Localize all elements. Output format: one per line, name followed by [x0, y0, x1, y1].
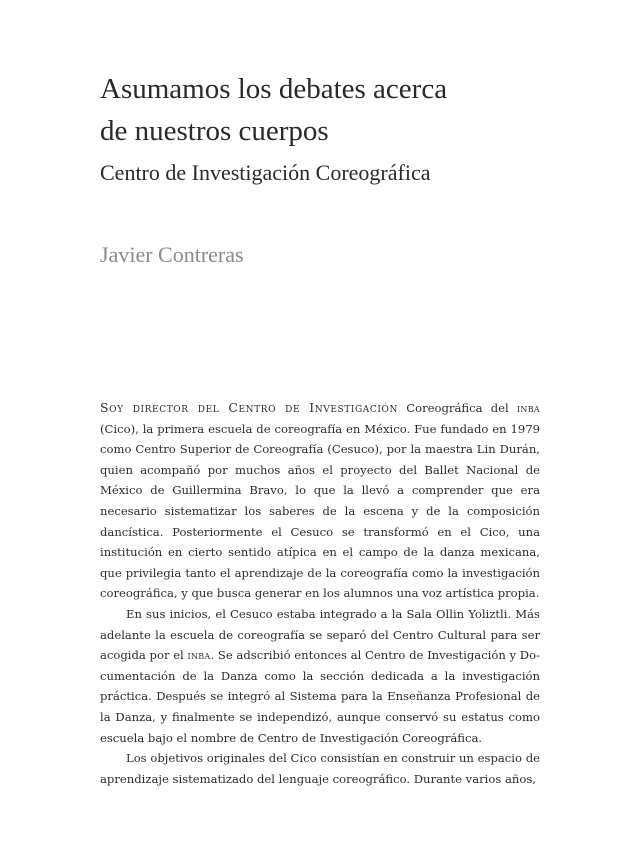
- abbreviation-inba: inba: [516, 401, 540, 415]
- paragraph-1-text-a: Coreográfica del: [398, 401, 517, 415]
- paragraph-1: [100, 398, 540, 604]
- paragraph-2-text-b: . Se adscribió entonces al Centro de Investigación y Documentación de la Danza como la sección dedicada a la investigación práctica. Después se integró al Sistema para la Enseñanza Profesional de la Danza, y finalmente se independizó, aunque conservó su estatus como escuela bajo el nombre de Centro de Investigación Coreográfica.: [100, 648, 540, 745]
- title-line-2: de nuestros cuerpos: [100, 115, 329, 147]
- paragraph-2-text-a: En sus inicios, el Cesuco estaba integrado a la Sala Ollin Yoliztli. Más adelante la escuela de coreografía se separó del Centro Cultural para ser acogida por el: [100, 606, 540, 663]
- author-name: Javier Contreras: [100, 242, 244, 267]
- paragraph-3: Los objetivos originales del Cico consistían en construir un espacio de aprendizaje sistematizado del lenguaje coreográfico. Durante varios años,: [100, 751, 540, 786]
- paragraph-2: [100, 604, 540, 748]
- abbreviation-inba: inba: [187, 648, 211, 663]
- article-title: [100, 68, 540, 152]
- lead-in-smallcaps: Soy director del Centro de Investigación: [100, 400, 399, 415]
- title-line-1: Asumamos los debates acerca: [100, 73, 448, 105]
- paragraph-1-text-b: (Cico), la primera escuela de coreografía en México. Fue fundado en 1979 como Centro Superior de Coreografía (Cesuco), por la maestra Lin Durán, quien acompañó por muchos años el proyecto del Ballet Nacional de México de Guillermina Bravo, lo que la llevó a comprender que era necesario sistematizar los saberes de la escena y de la composición dancística. Posteriormente el Cesuco se transformó en el Cico, una institución en cierto sentido atípica en el campo de la danza mexicana, que privilegia tanto el aprendizaje de la coreografía como la investigación coreográfica, y que busca generar en los alumnos una voz artística propia.: [100, 421, 540, 601]
- article-subtitle: Centro de Investigación Coreográfica: [100, 160, 431, 185]
- header-block: [100, 68, 540, 270]
- article-body: [100, 398, 540, 789]
